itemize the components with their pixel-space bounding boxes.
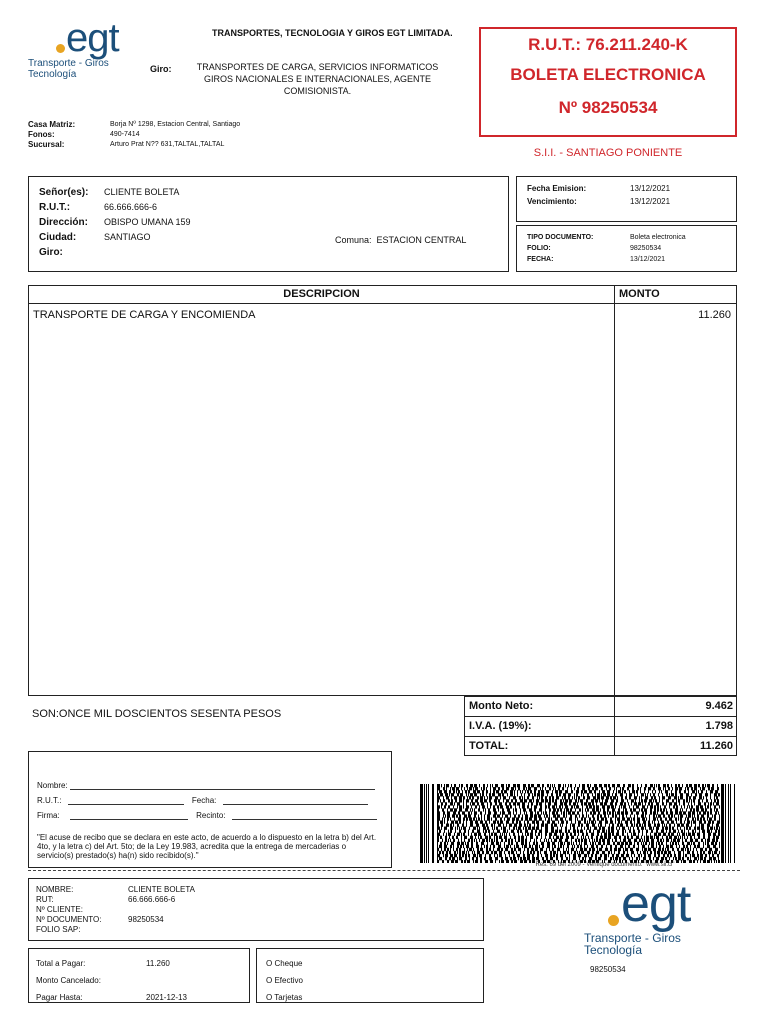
company-logo <box>28 18 148 78</box>
stub-documento-value: 98250534 <box>128 915 164 924</box>
company-giro <box>185 61 450 97</box>
client-rut-label: R.U.T.: <box>39 202 71 213</box>
logo-tagline-2: Tecnología <box>28 69 77 80</box>
casa-matriz-value: Borja Nº 1298, Estacion Central, Santiago <box>110 121 241 128</box>
ciudad-label: Ciudad: <box>39 232 77 243</box>
ack-nombre-line[interactable] <box>70 780 375 790</box>
sucursal-label: Sucursal: <box>28 140 65 149</box>
emision-value: 13/12/2021 <box>630 184 671 193</box>
item-amount: 11.260 <box>698 309 731 321</box>
client-rut-value: 66.666.666-6 <box>104 202 158 212</box>
stub-logo-dot-icon <box>608 915 619 926</box>
fecha-value: 13/12/2021 <box>630 256 666 263</box>
barcode-caption: Res. 69 del 2009 - Verifique documento: "www.sii.cl" <box>535 862 675 868</box>
emision-label: Fecha Emision: <box>527 184 587 193</box>
stub-total-value: 11.260 <box>146 959 170 968</box>
ciudad-value: SANTIAGO <box>104 232 151 242</box>
receipt-ack-box <box>28 751 392 868</box>
fonos-value: 490-7414 <box>110 131 140 138</box>
casa-matriz-label: Casa Matriz: <box>28 120 76 129</box>
option-cheque[interactable]: O Cheque <box>266 959 303 968</box>
giro-line-3: COMISIONISTA. <box>283 86 352 96</box>
stub-cancelado-label: Monto Cancelado: <box>36 976 101 985</box>
stub-logo-tagline-2: Tecnología <box>584 943 643 957</box>
amount-in-words: SON:ONCE MIL DOSCIENTOS SESENTA PESOS <box>32 708 282 720</box>
option-tarjetas[interactable]: O Tarjetas <box>266 993 303 1002</box>
company-addresses <box>28 120 240 150</box>
iva-label: I.V.A. (19%): <box>469 720 532 732</box>
logo-brand: egt <box>66 16 119 60</box>
stub-info-box <box>28 878 484 941</box>
client-box <box>28 176 509 272</box>
stub-rut-label: RUT: <box>36 895 54 904</box>
giro-label: Giro: <box>150 64 172 74</box>
stub-payment-box <box>28 948 250 1003</box>
total-value: 11.260 <box>699 740 733 752</box>
dates-box <box>516 176 737 222</box>
vencimiento-label: Vencimiento: <box>527 197 577 206</box>
stub-logo-number: 98250534 <box>590 965 626 974</box>
ack-legal-text: "El acuse de recibo que se declara en este acto, de acuerdo a lo dispuesto en la letra b) del Art. 4to, y la letra c) del Art. 5to; de la Ley 19.983, acredita que la entrega de mercaderias o servicio(s) prestado(s) ha(n) sido recibido(s)." <box>37 833 377 860</box>
logo-tagline-1: Transporte - Giros <box>28 58 109 69</box>
issuer-rut: R.U.T.: 76.211.240-K <box>528 35 688 54</box>
stub-documento-label: Nº DOCUMENTO: <box>36 915 102 924</box>
doc-type: BOLETA ELECTRONICA <box>510 65 706 84</box>
ack-rut-line[interactable] <box>68 795 184 805</box>
client-giro-label: Giro: <box>39 247 63 258</box>
payment-options-box <box>256 948 484 1003</box>
neto-value: 9.462 <box>705 700 733 712</box>
col-descripcion: DESCRIPCION <box>283 288 360 300</box>
tipo-doc-label: TIPO DOCUMENTO: <box>527 234 594 241</box>
vencimiento-value: 13/12/2021 <box>630 197 671 206</box>
senor-value: CLIENTE BOLETA <box>104 187 180 197</box>
stub-logo-tagline-1: Transporte - Giros <box>584 931 681 945</box>
comuna-label: Comuna: <box>335 235 372 245</box>
stub-pagar-label: Pagar Hasta: <box>36 993 83 1002</box>
totals-box <box>464 696 737 756</box>
stub-logo-brand: egt <box>621 875 691 933</box>
item-description: TRANSPORTE DE CARGA Y ENCOMIENDA <box>33 309 256 321</box>
doc-number: Nº 98250534 <box>558 98 658 117</box>
sucursal-value: Arturo Prat N?? 631,TALTAL,TALTAL <box>110 141 225 148</box>
direccion-value: OBISPO UMANA 159 <box>104 217 191 227</box>
iva-value: 1.798 <box>705 720 733 732</box>
logo-dot-icon <box>56 44 65 53</box>
fonos-label: Fonos: <box>28 130 55 139</box>
company-name: TRANSPORTES, TECNOLOGIA Y GIROS EGT LIMITADA. <box>212 28 453 38</box>
neto-label: Monto Neto: <box>469 700 534 712</box>
stub-nombre-label: NOMBRE: <box>36 885 74 894</box>
folio-label: FOLIO: <box>527 245 551 252</box>
option-efectivo[interactable]: O Efectivo <box>266 976 303 985</box>
stub-folio-sap-label: FOLIO SAP: <box>36 925 81 934</box>
folio-value: 98250534 <box>630 245 662 252</box>
direccion-label: Dirección: <box>39 217 88 228</box>
ack-recinto-label: Recinto: <box>196 811 226 820</box>
stub-total-label: Total a Pagar: <box>36 959 86 968</box>
ack-rut-label: R.U.T.: <box>37 796 62 805</box>
ack-fecha-line[interactable] <box>223 795 368 805</box>
senor-label: Señor(es): <box>39 187 89 198</box>
pdf417-barcode <box>420 784 738 863</box>
sii-office: S.I.I. - SANTIAGO PONIENTE <box>533 147 683 159</box>
stub-cliente-label: Nº CLIENTE: <box>36 905 83 914</box>
comuna <box>335 235 466 245</box>
doc-info-box <box>516 225 737 272</box>
giro-line-2: GIROS NACIONALES E INTERNACIONALES, AGENTE <box>203 74 432 84</box>
items-table <box>28 285 737 696</box>
giro-line-1: TRANSPORTES DE CARGA, SERVICIOS INFORMATICOS <box>196 62 439 72</box>
ack-nombre-label: Nombre: <box>37 781 68 790</box>
total-label: TOTAL: <box>469 740 509 752</box>
col-monto: MONTO <box>619 288 660 300</box>
ack-firma-line[interactable] <box>70 810 188 820</box>
ack-recinto-line[interactable] <box>232 810 377 820</box>
stub-pagar-value: 2021-12-13 <box>146 993 187 1002</box>
document-header-box <box>479 27 737 137</box>
comuna-value: ESTACION CENTRAL <box>376 235 467 245</box>
stub-nombre-value: CLIENTE BOLETA <box>128 885 195 894</box>
ack-fecha-label: Fecha: <box>191 796 217 805</box>
stub-rut-value: 66.666.666-6 <box>128 895 176 904</box>
stub-logo <box>584 875 734 960</box>
ack-firma-label: Firma: <box>37 811 60 820</box>
tipo-doc-value: Boleta electronica <box>630 234 686 241</box>
cut-line <box>28 870 740 871</box>
fecha-label: FECHA: <box>527 256 554 263</box>
barcode-graphic <box>420 784 738 863</box>
